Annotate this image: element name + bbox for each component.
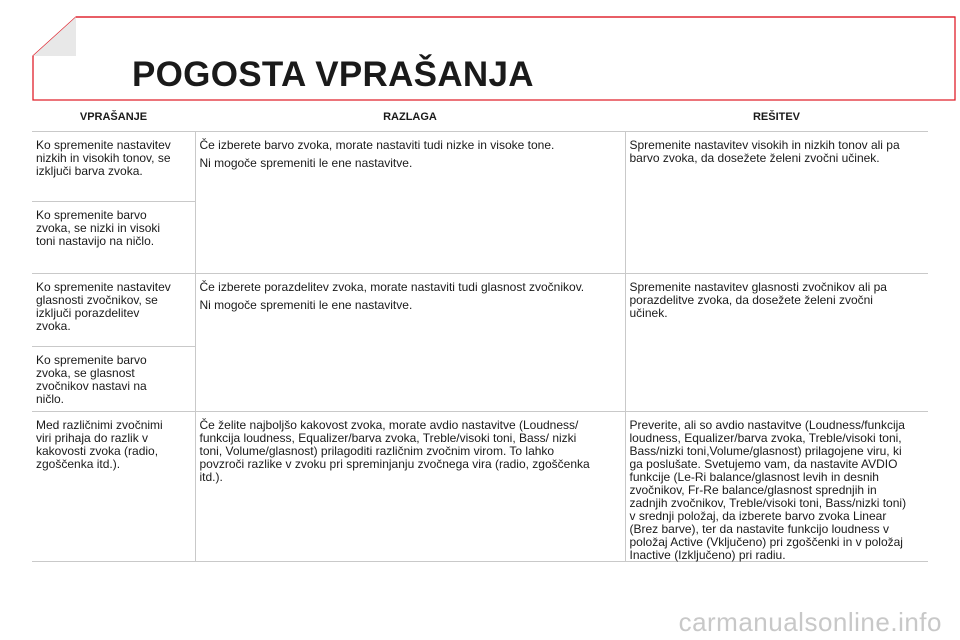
explanation-cell [195,412,625,562]
explanation-cell [195,274,625,412]
explanation-text: Ni mogoče spremeniti le ene nastavitve. [199,155,413,170]
faq-table [32,105,928,562]
table-row [32,132,928,202]
table-row [32,274,928,347]
question-cell: Ko spremenite nastavitev nizkih in visokih tonov, se izključi barva zvoka. [32,132,195,202]
solution-cell: Spremenite nastavitev glasnosti zvočnikov ali pa porazdelitve zvoka, da dosežete želeni zvočni učinek. [625,274,928,412]
solution-cell: Preverite, ali so avdio nastavitve (Loudness/funkcija loudness, Equalizer/barva zvoka, Treble/visoki toni, Bass/nizki toni,Volume/glasnost) prilagojene viru, ki ga poslušate. Svetujemo vam, da nastavite AVDIO funkcije (Le-Ri balance/glasnost levih in desnih zvočnikov, Fr-Re balance/glasnost sprednjih in zadnjih zvočnikov, Treble/visoki toni, Bass/nizki toni) v srednji položaj, da izberete barvo zvoka Linear (Brez barve), ter da nastavite funkcijo loudness v položaj Active (Vključeno) pri zgoščenki in v položaj Inactive (Izključeno) pri radiu. [625,412,928,562]
header-corner-accent [33,17,76,56]
explanation-text: Če izberete barvo zvoka, morate nastaviti tudi nizke in visoke tone. [199,138,555,152]
explanation-text: Če izberete porazdelitev zvoka, morate nastaviti tudi glasnost zvočnikov. [199,280,585,294]
explanation-text: Ni mogoče spremeniti le ene nastavitve. [199,297,413,312]
page-title: POGOSTA VPRAŠANJA [132,55,534,94]
table-row [32,412,928,562]
explanation-cell [195,132,625,274]
watermark: carmanualsonline.info [678,607,942,637]
question-cell: Med različnimi zvočnimi viri prihaja do razlik v kakovosti zvoka (radio, zgoščenka itd.). [32,412,195,562]
question-cell: Ko spremenite barvo zvoka, se glasnost zvočnikov nastavi na ničlo. [32,347,195,412]
column-header-question: VPRAŠANJE [32,105,195,132]
column-header-explanation: RAZLAGA [195,105,625,132]
solution-cell: Spremenite nastavitev visokih in nizkih tonov ali pa barvo zvoka, da dosežete želeni zvočni učinek. [625,132,928,274]
table-header-row [32,105,928,132]
question-cell: Ko spremenite nastavitev glasnosti zvočnikov, se izključi porazdelitev zvoka. [32,274,195,347]
question-cell: Ko spremenite barvo zvoka, se nizki in visoki toni nastavijo na ničlo. [32,202,195,274]
column-header-solution: REŠITEV [625,105,928,132]
explanation-text: Če želite najboljšo kakovost zvoka, morate avdio nastavitve (Loudness/ funkcija loudness, Equalizer/barva zvoka, Treble/visoki toni, Bass/ nizki toni, Volume/glasnost) prilagoditi različnim zvočnim virom. To lahko povzroči razlike v zvoku pri spreminjanju zvočnega vira (radio, zgoščenka itd.). [199,418,590,484]
